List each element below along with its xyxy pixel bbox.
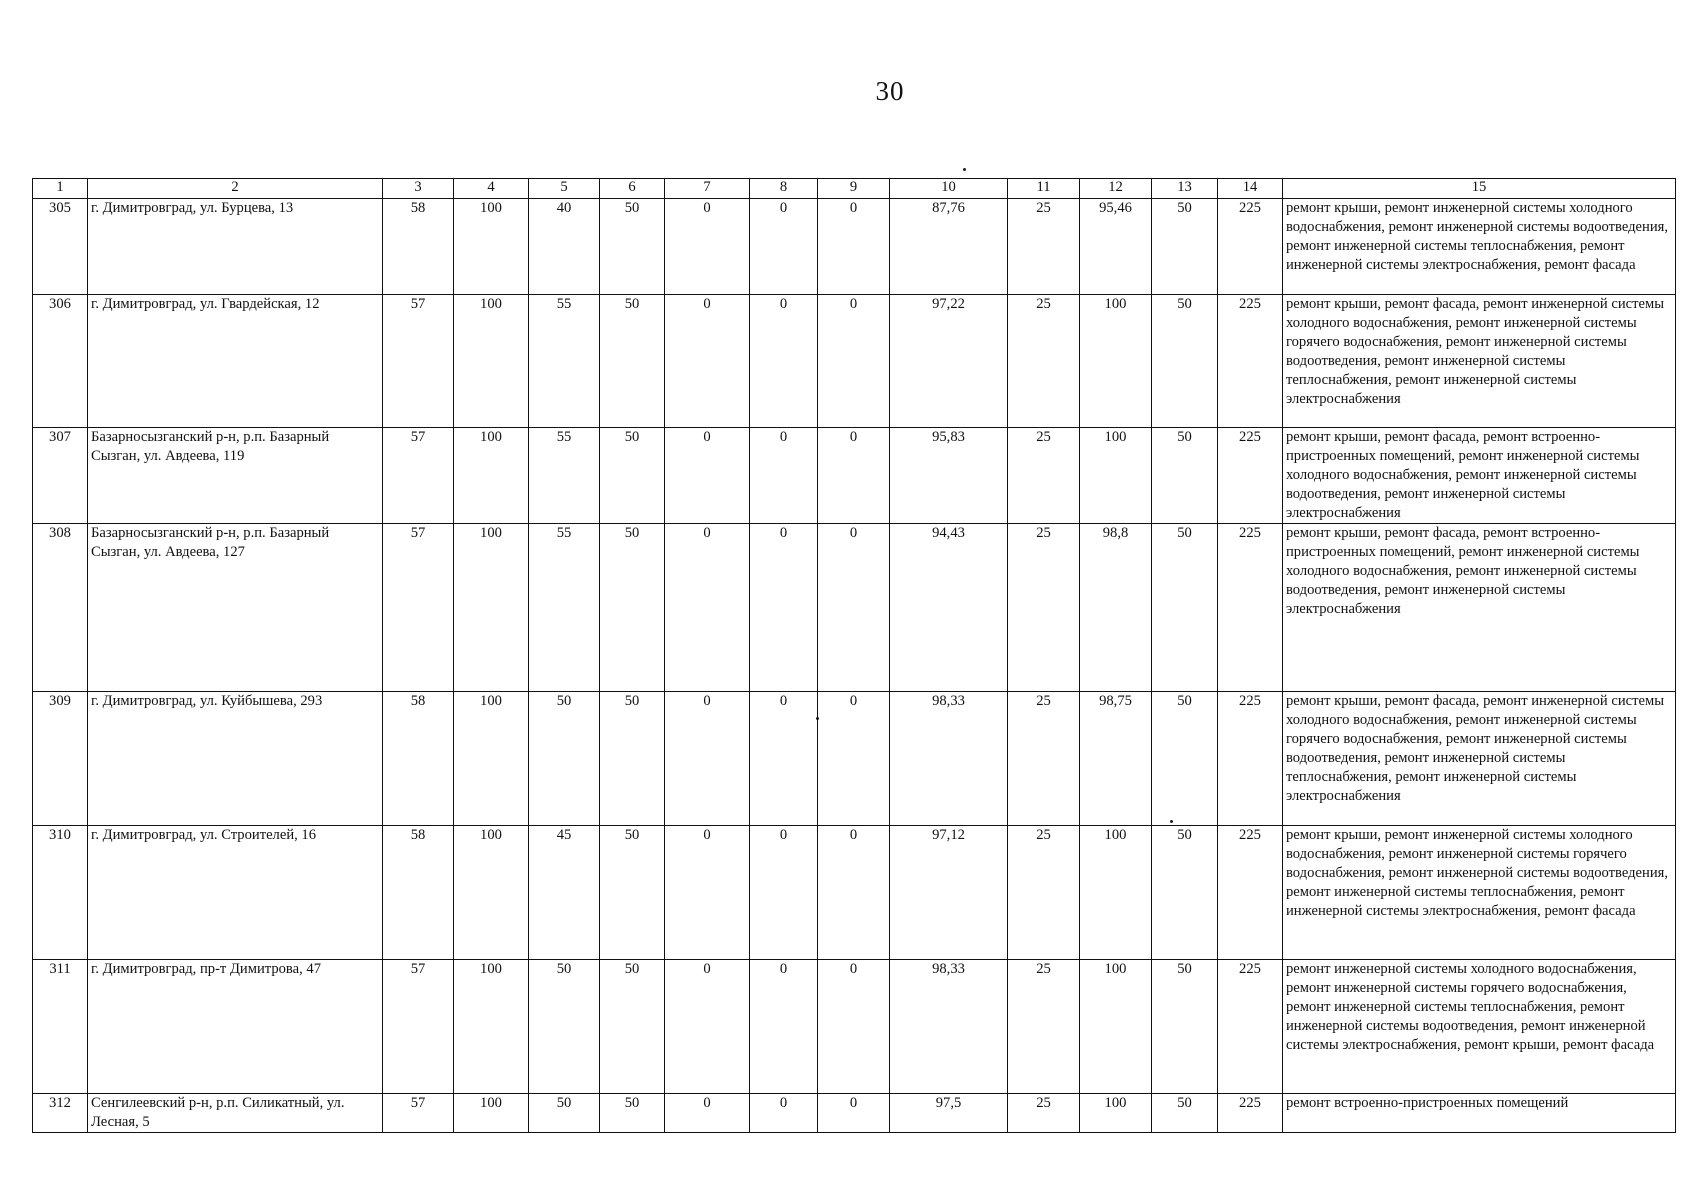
cell-col-6: 50: [600, 692, 665, 826]
cell-col-11: 25: [1008, 199, 1080, 295]
cell-col-10: 94,43: [890, 524, 1008, 692]
cell-col-11: 25: [1008, 960, 1080, 1094]
cell-col-5: 50: [529, 1094, 600, 1133]
building-address: г. Димитровград, пр-т Димитрова, 47: [88, 960, 383, 1094]
page-number: 30: [875, 76, 905, 106]
cell-col-9: 0: [818, 826, 890, 960]
column-header: 11: [1008, 179, 1080, 199]
building-address: г. Димитровград, ул. Куйбышева, 293: [88, 692, 383, 826]
cell-col-3: 57: [383, 960, 454, 1094]
cell-col-10: 97,12: [890, 826, 1008, 960]
cell-col-7: 0: [665, 1094, 750, 1133]
cell-col-6: 50: [600, 524, 665, 692]
building-address: г. Димитровград, ул. Строителей, 16: [88, 826, 383, 960]
row-number: 309: [33, 692, 88, 826]
cell-col-6: 50: [600, 428, 665, 524]
cell-col-13: 50: [1152, 1094, 1218, 1133]
cell-col-4: 100: [454, 524, 529, 692]
cell-col-7: 0: [665, 692, 750, 826]
cell-col-13: 50: [1152, 692, 1218, 826]
cell-col-4: 100: [454, 826, 529, 960]
column-header: 4: [454, 179, 529, 199]
cell-col-13: 50: [1152, 524, 1218, 692]
repair-works: ремонт встроенно-пристроенных помещений: [1283, 1094, 1676, 1133]
column-header: 6: [600, 179, 665, 199]
cell-col-8: 0: [750, 428, 818, 524]
row-number: 308: [33, 524, 88, 692]
column-header: 5: [529, 179, 600, 199]
column-header: 9: [818, 179, 890, 199]
cell-col-3: 58: [383, 826, 454, 960]
cell-col-12: 98,8: [1080, 524, 1152, 692]
building-address: г. Димитровград, ул. Бурцева, 13: [88, 199, 383, 295]
cell-col-9: 0: [818, 692, 890, 826]
cell-col-11: 25: [1008, 826, 1080, 960]
row-number: 312: [33, 1094, 88, 1133]
cell-col-4: 100: [454, 295, 529, 428]
repair-works: ремонт крыши, ремонт фасада, ремонт встроенно-пристроенных помещений, ремонт инженерной системы холодного водоснабжения, ремонт инженерной системы водоотведения, ремонт инженерной системы электроснабжения: [1283, 524, 1676, 692]
cell-col-10: 97,22: [890, 295, 1008, 428]
cell-col-4: 100: [454, 960, 529, 1094]
cell-col-3: 57: [383, 1094, 454, 1133]
cell-col-8: 0: [750, 524, 818, 692]
column-header: 7: [665, 179, 750, 199]
cell-col-7: 0: [665, 199, 750, 295]
repair-works: ремонт крыши, ремонт инженерной системы холодного водоснабжения, ремонт инженерной системы водоотведения, ремонт инженерной системы теплоснабжения, ремонт инженерной системы электроснабжения, ремонт фасада: [1283, 199, 1676, 295]
cell-col-3: 58: [383, 199, 454, 295]
cell-col-5: 55: [529, 295, 600, 428]
cell-col-13: 50: [1152, 826, 1218, 960]
cell-col-12: 100: [1080, 960, 1152, 1094]
repair-works: ремонт крыши, ремонт инженерной системы холодного водоснабжения, ремонт инженерной системы горячего водоснабжения, ремонт инженерной системы водоотведения, ремонт инженерной системы теплоснабжения, ремонт инженерной системы электроснабжения, ремонт фасада: [1283, 826, 1676, 960]
cell-col-6: 50: [600, 295, 665, 428]
cell-col-14: 225: [1218, 692, 1283, 826]
cell-col-5: 55: [529, 524, 600, 692]
row-number: 310: [33, 826, 88, 960]
table-row: [33, 1094, 1676, 1133]
cell-col-4: 100: [454, 692, 529, 826]
table-row: [33, 826, 1676, 960]
building-address: г. Димитровград, ул. Гвардейская, 12: [88, 295, 383, 428]
table-row: [33, 428, 1676, 524]
cell-col-10: 97,5: [890, 1094, 1008, 1133]
cell-col-6: 50: [600, 960, 665, 1094]
cell-col-6: 50: [600, 1094, 665, 1133]
cell-col-9: 0: [818, 524, 890, 692]
row-number: 305: [33, 199, 88, 295]
row-number: 306: [33, 295, 88, 428]
column-header: 8: [750, 179, 818, 199]
cell-col-3: 57: [383, 524, 454, 692]
cell-col-14: 225: [1218, 826, 1283, 960]
cell-col-5: 55: [529, 428, 600, 524]
table-row: [33, 524, 1676, 692]
table-row: [33, 199, 1676, 295]
cell-col-14: 225: [1218, 428, 1283, 524]
cell-col-11: 25: [1008, 295, 1080, 428]
cell-col-5: 50: [529, 960, 600, 1094]
column-header: 12: [1080, 179, 1152, 199]
cell-col-8: 0: [750, 199, 818, 295]
cell-col-6: 50: [600, 199, 665, 295]
cell-col-4: 100: [454, 199, 529, 295]
column-header: 15: [1283, 179, 1676, 199]
cell-col-9: 0: [818, 960, 890, 1094]
cell-col-9: 0: [818, 295, 890, 428]
table-row: [33, 960, 1676, 1094]
cell-col-9: 0: [818, 1094, 890, 1133]
cell-col-7: 0: [665, 524, 750, 692]
cell-col-6: 50: [600, 826, 665, 960]
cell-col-11: 25: [1008, 428, 1080, 524]
cell-col-12: 98,75: [1080, 692, 1152, 826]
cell-col-9: 0: [818, 199, 890, 295]
row-number: 307: [33, 428, 88, 524]
cell-col-10: 98,33: [890, 692, 1008, 826]
cell-col-14: 225: [1218, 295, 1283, 428]
cell-col-14: 225: [1218, 1094, 1283, 1133]
repair-works: ремонт крыши, ремонт фасада, ремонт инженерной системы холодного водоснабжения, ремонт инженерной системы горячего водоснабжения, ремонт инженерной системы водоотведения, ремонт инженерной системы теплоснабжения, ремонт инженерной системы электроснабжения: [1283, 692, 1676, 826]
cell-col-10: 87,76: [890, 199, 1008, 295]
cell-col-13: 50: [1152, 295, 1218, 428]
cell-col-11: 25: [1008, 524, 1080, 692]
column-header: 2: [88, 179, 383, 199]
column-header: 3: [383, 179, 454, 199]
cell-col-12: 100: [1080, 826, 1152, 960]
cell-col-14: 225: [1218, 960, 1283, 1094]
cell-col-13: 50: [1152, 199, 1218, 295]
cell-col-3: 57: [383, 428, 454, 524]
cell-col-4: 100: [454, 428, 529, 524]
repair-program-table: [32, 178, 1676, 1133]
repair-works: ремонт крыши, ремонт фасада, ремонт инженерной системы холодного водоснабжения, ремонт инженерной системы горячего водоснабжения, ремонт инженерной системы водоотведения, ремонт инженерной системы теплоснабжения, ремонт инженерной системы электроснабжения: [1283, 295, 1676, 428]
cell-col-9: 0: [818, 428, 890, 524]
cell-col-11: 25: [1008, 692, 1080, 826]
cell-col-7: 0: [665, 960, 750, 1094]
repair-works: ремонт инженерной системы холодного водоснабжения, ремонт инженерной системы горячего водоснабжения, ремонт инженерной системы теплоснабжения, ремонт инженерной системы водоотведения, ремонт инженерной системы электроснабжения, ремонт крыши, ремонт фасада: [1283, 960, 1676, 1094]
column-number-header-row: [33, 179, 1676, 199]
cell-col-12: 100: [1080, 1094, 1152, 1133]
building-address: Базарносызганский р-н, р.п. Базарный Сызган, ул. Авдеева, 119: [88, 428, 383, 524]
repair-works: ремонт крыши, ремонт фасада, ремонт встроенно-пристроенных помещений, ремонт инженерной системы холодного водоснабжения, ремонт инженерной системы водоотведения, ремонт инженерной системы электроснабжения: [1283, 428, 1676, 524]
cell-col-7: 0: [665, 428, 750, 524]
column-header: 10: [890, 179, 1008, 199]
cell-col-3: 58: [383, 692, 454, 826]
cell-col-13: 50: [1152, 428, 1218, 524]
building-address: Сенгилеевский р-н, р.п. Силикатный, ул. Лесная, 5: [88, 1094, 383, 1133]
cell-col-8: 0: [750, 1094, 818, 1133]
cell-col-3: 57: [383, 295, 454, 428]
cell-col-5: 40: [529, 199, 600, 295]
cell-col-12: 100: [1080, 428, 1152, 524]
column-header: 14: [1218, 179, 1283, 199]
cell-col-8: 0: [750, 960, 818, 1094]
cell-col-5: 50: [529, 692, 600, 826]
cell-col-8: 0: [750, 826, 818, 960]
cell-col-10: 98,33: [890, 960, 1008, 1094]
cell-col-5: 45: [529, 826, 600, 960]
cell-col-12: 100: [1080, 295, 1152, 428]
table-row: [33, 295, 1676, 428]
building-address: Базарносызганский р-н, р.п. Базарный Сызган, ул. Авдеева, 127: [88, 524, 383, 692]
cell-col-14: 225: [1218, 524, 1283, 692]
cell-col-8: 0: [750, 295, 818, 428]
cell-col-7: 0: [665, 295, 750, 428]
cell-col-13: 50: [1152, 960, 1218, 1094]
cell-col-12: 95,46: [1080, 199, 1152, 295]
cell-col-4: 100: [454, 1094, 529, 1133]
cell-col-14: 225: [1218, 199, 1283, 295]
cell-col-10: 95,83: [890, 428, 1008, 524]
table-row: [33, 692, 1676, 826]
cell-col-7: 0: [665, 826, 750, 960]
scan-speck: [963, 168, 966, 171]
column-header: 13: [1152, 179, 1218, 199]
cell-col-11: 25: [1008, 1094, 1080, 1133]
row-number: 311: [33, 960, 88, 1094]
cell-col-8: 0: [750, 692, 818, 826]
column-header: 1: [33, 179, 88, 199]
